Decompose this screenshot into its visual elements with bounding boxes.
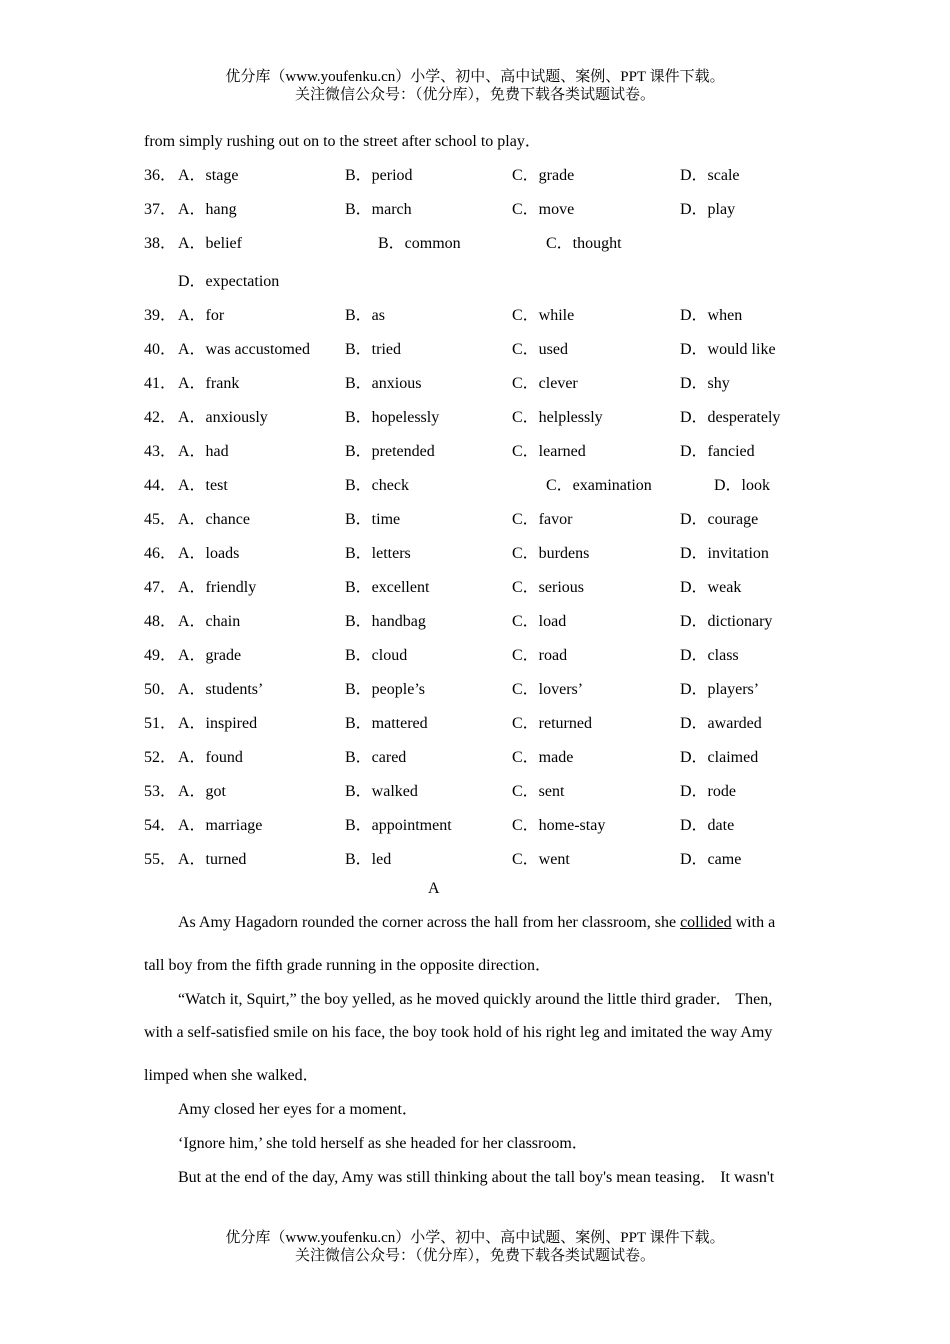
option-d: D．dictionary bbox=[680, 613, 773, 630]
option-d: D．date bbox=[680, 817, 735, 834]
option-c: C．learned bbox=[512, 443, 586, 460]
question-number: 48． bbox=[144, 613, 177, 630]
option-d: D．desperately bbox=[680, 409, 781, 426]
question-number: 44． bbox=[144, 477, 177, 494]
question-number: 41． bbox=[144, 375, 177, 392]
option-d: D．awarded bbox=[680, 715, 762, 732]
passage-text: “Watch it, Squirt,” the boy yelled, as he moved quickly around the little third grader． Then, bbox=[178, 991, 773, 1008]
option-d: D．shy bbox=[680, 375, 730, 392]
option-d: D．claimed bbox=[680, 749, 759, 766]
passage-line bbox=[144, 986, 808, 1009]
question-number: 54． bbox=[144, 817, 177, 834]
option-a: A．students’ bbox=[178, 681, 264, 698]
question-number: 51． bbox=[144, 715, 177, 732]
option-c: C．favor bbox=[512, 511, 573, 528]
option-c: C．road bbox=[512, 647, 568, 664]
question-number: 46． bbox=[144, 545, 177, 562]
question-number: 47． bbox=[144, 579, 177, 596]
passage-text: with a self-satisfied smile on his face, the boy took hold of his right leg and imitated the way Amy bbox=[144, 1024, 773, 1041]
footer-line-2: 关注微信公众号：（优分库），免费下载各类试题试卷。 bbox=[294, 1248, 655, 1264]
passage-text: with a bbox=[731, 914, 776, 931]
passage-line bbox=[144, 1130, 808, 1153]
passage-line bbox=[144, 1024, 808, 1042]
option-c: C．serious bbox=[512, 579, 585, 596]
option-b: B．cared bbox=[345, 749, 407, 766]
option-a: A．turned bbox=[178, 851, 247, 868]
option-c: C．used bbox=[512, 341, 569, 358]
question-number: 36． bbox=[144, 167, 177, 184]
header-line-1: 优分库（www.youfenku.cn）小学、初中、高中试题、案例、PPT 课件下载。 bbox=[225, 69, 725, 85]
question-number: 55． bbox=[144, 851, 177, 868]
option-d: D．when bbox=[680, 307, 743, 324]
question-number: 40． bbox=[144, 341, 177, 358]
option-a: A．chance bbox=[178, 511, 250, 528]
page-header bbox=[0, 68, 950, 104]
option-b: B．period bbox=[345, 167, 413, 184]
option-b: B．march bbox=[345, 201, 412, 218]
option-d: D．courage bbox=[680, 511, 759, 528]
passage-line bbox=[144, 952, 808, 975]
option-b: B．excellent bbox=[345, 579, 430, 596]
option-b: B．time bbox=[345, 511, 401, 528]
option-b: B．people’s bbox=[345, 681, 425, 698]
option-d: D．scale bbox=[680, 167, 740, 184]
option-a: A．hang bbox=[178, 201, 237, 218]
passage-text: ‘Ignore him,’ she told herself as she headed for her classroom． bbox=[178, 1135, 588, 1152]
passage-line bbox=[144, 1062, 808, 1085]
section-title: A bbox=[428, 880, 440, 897]
option-c: C．made bbox=[512, 749, 574, 766]
option-b: B．cloud bbox=[345, 647, 408, 664]
underlined-word: collided bbox=[680, 914, 732, 931]
option-a: A．belief bbox=[178, 235, 242, 252]
passage-text: tall boy from the fifth grade running in the opposite direction． bbox=[144, 957, 552, 974]
question-number: 43． bbox=[144, 443, 177, 460]
question-number: 45． bbox=[144, 511, 177, 528]
option-c: C．went bbox=[512, 851, 570, 868]
footer-line-1: 优分库（www.youfenku.cn）小学、初中、高中试题、案例、PPT 课件下载。 bbox=[225, 1230, 725, 1246]
question-number: 52． bbox=[144, 749, 177, 766]
passage-line bbox=[144, 1164, 808, 1187]
option-d: D．play bbox=[680, 201, 736, 218]
option-b: B．check bbox=[345, 477, 409, 494]
option-b: B．as bbox=[345, 307, 386, 324]
passage-line bbox=[144, 1096, 808, 1119]
option-a: A．had bbox=[178, 443, 229, 460]
option-b: B．handbag bbox=[345, 613, 426, 630]
option-a: A．frank bbox=[178, 375, 240, 392]
option-b: B．hopelessly bbox=[345, 409, 440, 426]
option-b: B．mattered bbox=[345, 715, 428, 732]
option-a: A．friendly bbox=[178, 579, 257, 596]
option-a: A．stage bbox=[178, 167, 239, 184]
passage-line bbox=[144, 914, 808, 932]
question-number: 39． bbox=[144, 307, 177, 324]
option-c: C．load bbox=[512, 613, 567, 630]
question-number: 42． bbox=[144, 409, 177, 426]
option-b: B．common bbox=[378, 235, 461, 252]
question-number: 53． bbox=[144, 783, 177, 800]
option-d: D．class bbox=[680, 647, 739, 664]
option-c: C．thought bbox=[546, 235, 622, 252]
intro-text: from simply rushing out on to the street after school to play． bbox=[144, 133, 541, 150]
option-a: A．test bbox=[178, 477, 228, 494]
passage-text: limped when she walked． bbox=[144, 1067, 319, 1084]
question-number: 49． bbox=[144, 647, 177, 664]
passage-text: But at the end of the day, Amy was still thinking about the tall boy's mean teasing． It wasn't bbox=[178, 1169, 775, 1186]
option-d: D．rode bbox=[680, 783, 736, 800]
option-c: C．while bbox=[512, 307, 575, 324]
option-c: C．burdens bbox=[512, 545, 590, 562]
question-number: 50． bbox=[144, 681, 177, 698]
option-d: D．look bbox=[714, 477, 771, 494]
passage-text: Amy closed her eyes for a moment． bbox=[178, 1101, 418, 1118]
question-number: 37． bbox=[144, 201, 177, 218]
page-footer bbox=[0, 1229, 950, 1265]
option-c: C．grade bbox=[512, 167, 575, 184]
header-line-2: 关注微信公众号：（优分库），免费下载各类试题试卷。 bbox=[294, 87, 655, 103]
option-b: B．anxious bbox=[345, 375, 422, 392]
option-d: D．fancied bbox=[680, 443, 755, 460]
option-c: C．sent bbox=[512, 783, 565, 800]
option-c: C．lovers’ bbox=[512, 681, 584, 698]
option-a: A．anxiously bbox=[178, 409, 268, 426]
option-a: A．loads bbox=[178, 545, 240, 562]
option-a: A．marriage bbox=[178, 817, 263, 834]
option-d: D．weak bbox=[680, 579, 742, 596]
passage-text: As Amy Hagadorn rounded the corner across the hall from her classroom, she bbox=[178, 914, 681, 931]
option-a: A．for bbox=[178, 307, 225, 324]
option-d: D．came bbox=[680, 851, 742, 868]
option-a: A．got bbox=[178, 783, 227, 800]
option-b: B．pretended bbox=[345, 443, 435, 460]
option-a: A．found bbox=[178, 749, 243, 766]
option-a: A．was accustomed bbox=[178, 341, 310, 358]
option-d: D．invitation bbox=[680, 545, 769, 562]
option-b: B．led bbox=[345, 851, 392, 868]
option-c: C．move bbox=[512, 201, 575, 218]
option-c: C．returned bbox=[512, 715, 592, 732]
option-c: C．helplessly bbox=[512, 409, 603, 426]
option-a: A．grade bbox=[178, 647, 242, 664]
option-a: A．chain bbox=[178, 613, 241, 630]
option-c: C．home-stay bbox=[512, 817, 606, 834]
option-b: B．tried bbox=[345, 341, 401, 358]
option-c: C．examination bbox=[546, 477, 652, 494]
question-number: 38． bbox=[144, 235, 177, 252]
option-b: B．walked bbox=[345, 783, 418, 800]
option-c: C．clever bbox=[512, 375, 578, 392]
option-d: D．players’ bbox=[680, 681, 760, 698]
option-a: A．inspired bbox=[178, 715, 258, 732]
option-d: D．expectation bbox=[178, 273, 280, 290]
option-d: D．would like bbox=[680, 341, 776, 358]
option-b: B．letters bbox=[345, 545, 411, 562]
option-b: B．appointment bbox=[345, 817, 452, 834]
